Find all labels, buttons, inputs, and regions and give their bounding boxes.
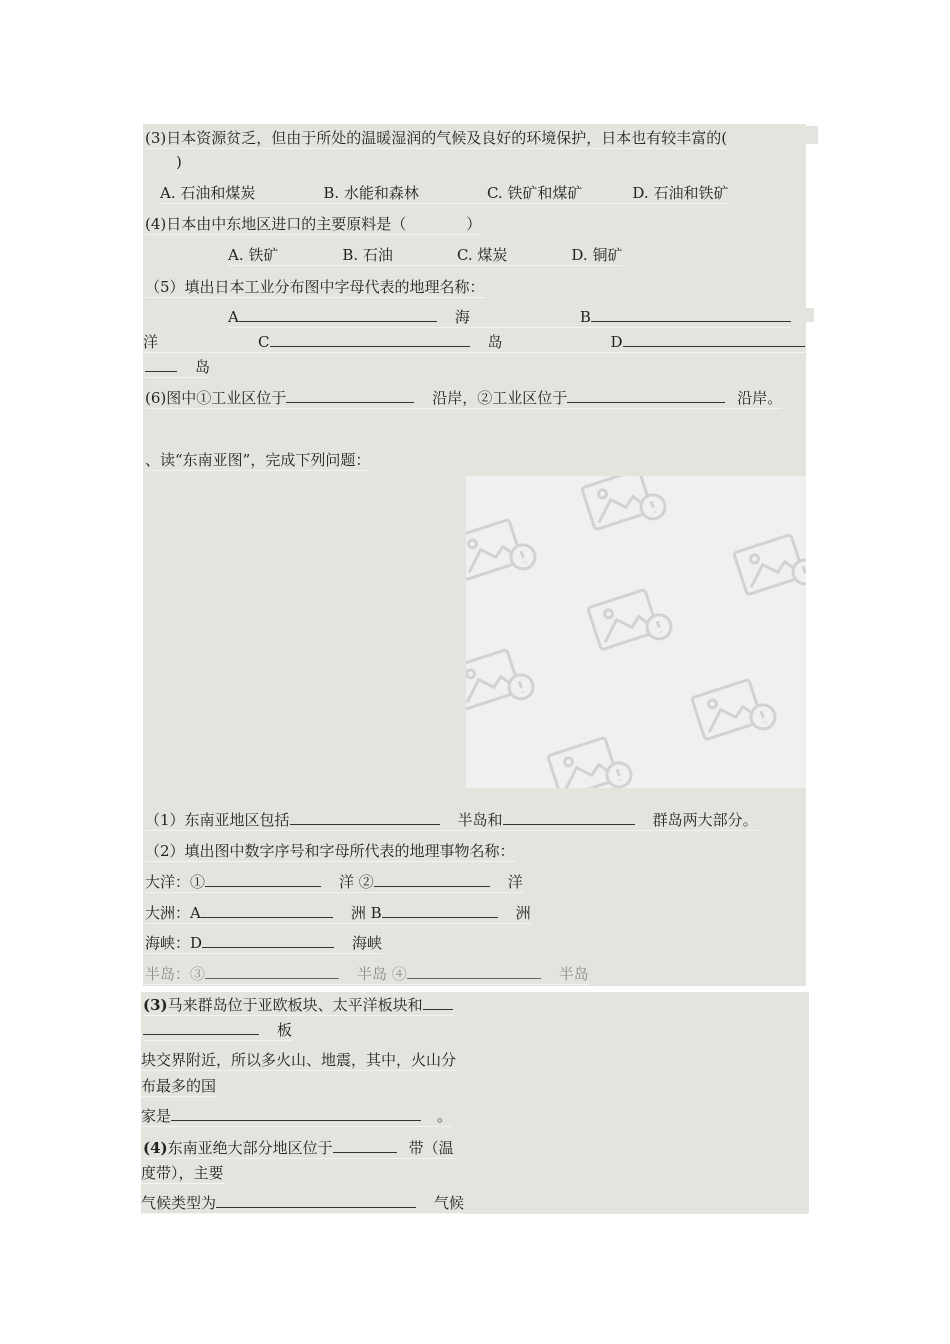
q3-paren-close: ) [176,153,182,171]
s2q3-text-3: 块交界附近，所以多火山、地震，其中，火山分 [141,1051,457,1069]
q5-blank-c[interactable] [270,332,470,347]
image-placeholder-icon [727,519,806,613]
peninsula-label: 半岛：③ [145,965,206,983]
strait-label: 海峡：D [145,934,203,952]
s2q3-line-3 [141,1050,456,1071]
continent-end: 洲 [515,904,531,922]
section2-title-text: 、读“东南亚图”，完成下列问题： [145,451,371,469]
q6-part3: 沿岸。 [737,389,783,407]
s2q4-blank-1[interactable] [333,1138,397,1153]
q4-option-c: C. 煤炭 [456,246,508,264]
ocean-blank-2[interactable] [374,872,490,887]
s2q1-part1: （1）东南亚地区包括 [145,811,290,829]
q3-stem-end [176,152,182,173]
ocean-blank-1[interactable] [205,872,321,887]
q5-blank-b[interactable] [591,307,791,322]
s2q3-line-5 [141,1106,452,1127]
s2q3-blank-1[interactable] [423,995,453,1010]
peninsula-end: 半岛 [558,965,589,983]
q5-label-c: C [258,333,270,351]
ocean-mid: 洋 ② [339,873,374,891]
s2q3-text-5: 家是 [141,1107,172,1125]
southeast-asia-map-placeholder [466,476,806,788]
s2q3-text-1: 马来群岛位于亚欧板块、太平洋板块和 [167,996,423,1014]
s2q4-text-3-end: 气候 [434,1194,465,1212]
continent-blank-b[interactable] [382,903,498,918]
q5-blank-a[interactable] [239,307,437,322]
ocean-label: 大洋：① [145,873,206,891]
s2q3-line-2 [143,1020,292,1041]
s2q3-blank-2[interactable] [171,1106,421,1121]
strait-blank-d[interactable] [202,933,334,948]
q3-option-c: C. 铁矿和煤矿 [486,184,583,202]
q4-option-b: B. 石油 [342,246,393,264]
q3-stem-text: (3)日本资源贫乏，但由于所处的温暖湿润的气候及良好的环境保护，日本也有较丰富的( [145,129,728,147]
q5-dao2: 岛 [195,358,211,376]
s2q2-peninsula-line [145,964,589,985]
q6-line [145,388,782,409]
image-placeholder-icon [685,664,792,758]
s2q3-line-1 [143,995,453,1016]
s2q4-text-3: 气候类型为 [141,1194,217,1212]
peninsula-mid: 半岛 ④ [357,965,407,983]
q5-hai: 海 [454,308,470,326]
q4-option-d: D. 铜矿 [571,246,623,264]
image-placeholder-icon [466,634,551,728]
q6-blank-1[interactable] [286,388,414,403]
q5-label-a: A [228,308,239,326]
image-placeholder-icon [575,476,682,548]
s2q4-line-3 [141,1193,464,1214]
s2q2-stem [145,841,515,862]
q3-option-d: D. 石油和铁矿 [632,184,729,202]
s2q3-line-4 [141,1076,216,1097]
q6-part1: (6)图中①工业区位于 [145,389,287,407]
q4-option-a: A. 铁矿 [228,246,279,264]
image-placeholder-icon [466,504,553,598]
q5-blank-d[interactable] [623,332,805,347]
q3-options [160,183,728,204]
q5-yang: 洋 [143,333,159,351]
s2q2-ocean-line [145,872,523,893]
q5-line-c [143,332,805,353]
s2q1-line [145,810,758,831]
continent-label: 大洲：A [145,904,201,922]
q5-line-a [228,307,791,328]
s2q1-blank-2[interactable] [503,810,635,825]
s2q3-ban: 板 [277,1021,293,1039]
q3-option-b: B. 水能和森林 [323,184,419,202]
q5-label-d: D [610,333,623,351]
q4-stem-text: (4)日本由中东地区进口的主要原料是（ ） [145,215,482,233]
s2q2-stem-text: （2）填出图中数字序号和字母所代表的地理事物名称： [145,842,515,860]
ocean-end: 洋 [507,873,523,891]
q5-stem-text: （5）填出日本工业分布图中字母代表的地理名称： [145,278,485,296]
q4-stem [145,214,481,235]
q5-stem [145,277,485,298]
s2q4-line-1 [143,1138,454,1159]
block-edge-marker-2 [806,308,814,322]
s2q1-part2: 半岛和 [457,811,503,829]
q6-blank-2[interactable] [567,388,725,403]
section2-title [145,450,370,471]
s2q3-text-4: 布最多的国 [141,1077,217,1095]
block-map-left [143,476,466,788]
s2q2-continent-line [145,903,531,924]
s2q3-number: (3) [143,996,168,1014]
s2q4-line-2 [141,1163,224,1184]
image-placeholder-icon [541,722,648,788]
s2q4-text-1-end: 带（温 [408,1139,454,1157]
s2q4-text-2: 度带），主要 [141,1164,224,1182]
peninsula-blank-3[interactable] [205,964,339,979]
q3-stem [145,128,727,149]
q5-blank-d-cont[interactable] [145,357,177,372]
q6-part2: 沿岸，②工业区位于 [432,389,568,407]
continent-mid: 洲 B [350,904,382,922]
image-placeholder-icon [581,574,688,668]
strait-end: 海峡 [352,934,383,952]
peninsula-blank-4[interactable] [407,964,541,979]
s2q4-text-1: 东南亚绝大部分地区位于 [167,1139,333,1157]
q4-options [228,245,622,266]
s2q3-blank-1-cont[interactable] [143,1020,259,1035]
s2q4-blank-2[interactable] [216,1193,416,1208]
block-edge-marker [806,126,818,144]
q5-dao1: 岛 [487,333,503,351]
q3-option-a: A. 石油和煤炭 [160,184,256,202]
continent-blank-a[interactable] [201,903,333,918]
s2q1-blank-1[interactable] [290,810,440,825]
q5-line-d-end [145,357,210,378]
s2q3-period: 。 [437,1107,453,1125]
s2q4-number: (4) [143,1139,168,1157]
s2q1-part3: 群岛两大部分。 [652,811,758,829]
s2q2-strait-line [145,933,382,954]
q5-label-b: B [579,308,591,326]
